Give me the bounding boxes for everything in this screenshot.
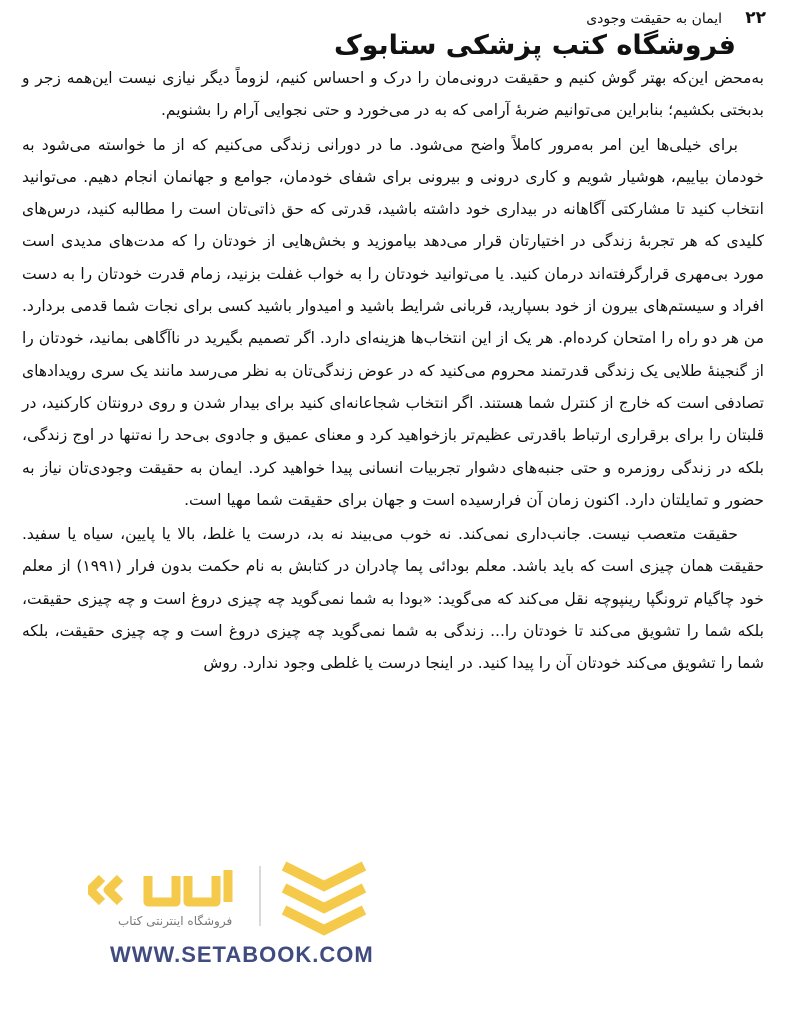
page-number: ۲۲ <box>745 8 766 28</box>
watermark-url: WWW.SETABOOK.COM <box>110 942 374 967</box>
page-body <box>22 62 764 680</box>
paragraph-1: به‌محض این‌که بهتر گوش کنیم و حقیقت درونی‌مان را درک و احساس کنیم، لزوماً دیگر نیازی نیست این‌همه زجر و بدبختی بکشیم؛ بنابراین می‌توانیم ضربهٔ آرامی که به در می‌خورد و حتی نجوایی آرام را بشنویم. <box>22 69 764 120</box>
paragraph-3: حقیقت متعصب نیست. جانب‌داری نمی‌کند. نه خوب می‌بیند نه بد، درست یا غلط، بالا یا پایین، سیاه یا سفید. حقیقت همان چیزی است که باید باشد. معلم بودائی پما چادران در کتابش به نام حکمت بدون فرار (۱۹۹۱) از معلم خود چاگیام ترونگپا رینپوچه نقل می‌کند که می‌گوید: «بودا به شما نمی‌گوید چه چیزی دروغ است و چه چیزی حقیقت، بلکه شما را تشویق می‌کند تا خودتان را... زندگی به شما نمی‌گوید چه چیزی دروغ است و چه چیزی حقیقت، بلکه شما را تشویق می‌کند خودتان آن را پیدا کنید. در اینجا درست یا غلطی وجود ندارد. روش <box>22 525 764 673</box>
paragraph-2: برای خیلی‌ها این امر به‌مرور کاملاً واضح می‌شود. ما در دورانی زندگی می‌کنیم که از ما خواسته می‌شود به خودمان بیاییم، هوشیار شویم و کاری درونی و بیرونی برای شفای خودمان، جوامع و جهانمان انجام دهیم. می‌توانید انتخاب کنید تا مشارکتی آگاهانه در بیداری خود داشته باشید، قدرتی که حق ذاتی‌تان است را مطالبه کنید، درس‌های کلیدی که هر تجربهٔ زندگی در اختیارتان قرار می‌دهد بیاموزید و بخش‌هایی از خودتان را که مدت‌های مدیدی است مورد بی‌مهری قرارگرفته‌اند درمان کنید. یا می‌توانید خودتان را به خواب غفلت بزنید، زمام قدرت خودتان را به دست افراد و سیستم‌های بیرون از خود بسپارید، قربانی شرایط باشید و امیدوار باشید کسی برای نجات شما قدمی بردارد. من هر دو راه را امتحان کرده‌ام. هر یک از این انتخاب‌ها هزینه‌ای دارد. اگر تصمیم بگیرید در ناآگاهی بمانید، خودتان را از گنجینهٔ طلایی یک زندگی قدرتمند محروم می‌کنید که در عوض زندگی‌تان به نظر می‌رسد مانند یک سری رویدادهای تصادفی است که خارج از کنترل شما هستند. اگر انتخاب شجاعانه‌ای کنید برای بیدار شدن و روی درونتان کارکنید، در قلبتان را برای برقراری ارتباط باقدرتی عظیم‌تر بازخواهید کرد و معنای عمیق و جادوی بی‌حد را نه‌تنها در اوج زندگی، بلکه در زندگی روزمره و حتی جنبه‌های دشوار تجربیات انسانی پیدا خواهید کرد. ایمان به حقیقت وجودی‌تان نیاز به حضور و تمایلتان دارد. اکنون زمان آن فرارسیده است و جهان برای حقیقت شما مهیا است. <box>22 135 764 509</box>
store-title: فروشگاه کتب پزشکی ستابوک <box>333 30 736 61</box>
watermark-subtitle: فروشگاه اینترنتی کتاب <box>118 914 233 928</box>
running-head: ایمان به حقیقت وجودی <box>586 11 722 27</box>
